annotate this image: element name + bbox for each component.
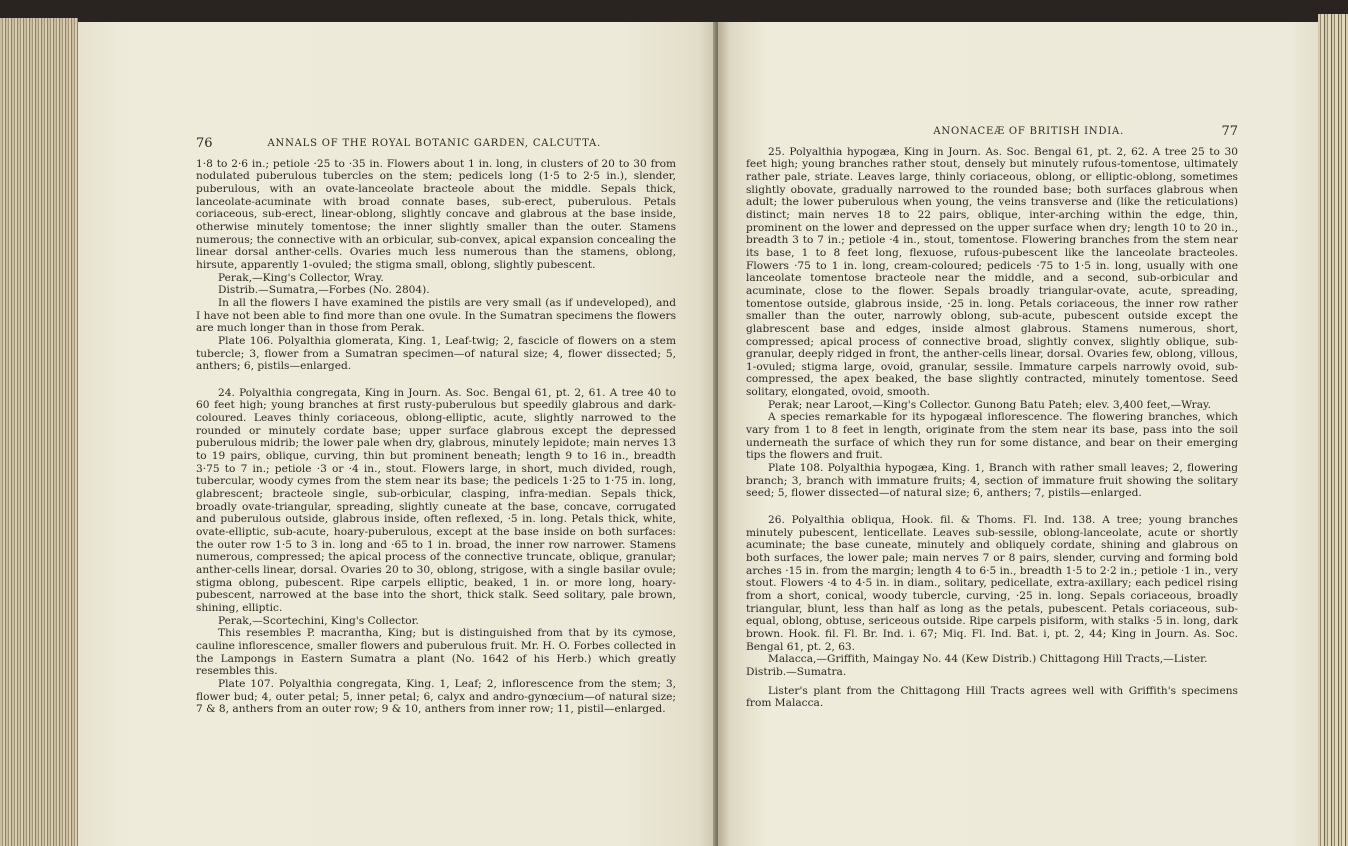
right-running-header	[746, 126, 1238, 139]
paragraph-plate-106: Plate 106. Polyalthia glomerata, King. 1, Leaf-twig; 2, fascicle of flowers on a stem tubercle; 3, flower from a Sumatran specimen—of natural size; 4, flower dissected; 5, anthers; 6, pistils—enlarged.	[196, 334, 676, 373]
paragraph-note: In all the flowers I have examined the pistils are very small (as if undeveloped), and I have not been able to find more than one ovule. In the Sumatran specimens the flowers are much longer than in those from Perak.	[196, 296, 676, 335]
paragraph-glomerata-description: 1·8 to 2·6 in.; petiole ·25 to ·35 in. Flowers about 1 in. long, in clusters of 20 to 30 from nodulated puberulous tubercles on the stem; pedicels long (1·5 to 2·5 in.), slender, puberulous, with an ovate-lanceolate bracteole about the middle. Sepals thick, lanceolate-acuminate with broad connate bases, sub-erect, puberulous. Petals coriaceous, sub-erect, linear-oblong, slightly concave and glabrous at the base inside, otherwise minutely tomentose; the inner slightly smaller than the outer. Stamens numerous; the connective with an orbicular, sub-convex, apical expansion concealing the linear dorsal anther-cells. Ovaries much less numerous than the stamens, oblong, hirsute, apparently 1-ovuled; the stigma small, oblong, slightly pubescent.	[196, 157, 676, 271]
paragraph-plate-107: Plate 107. Polyalthia congregata, King. 1, Leaf; 2, inflorescence from the stem; 3, flower bud; 4, outer petal; 5, inner petal; 6, calyx and andro-gynœcium—of natural size; 7 & 8, anthers from an outer row; 9 & 10, anthers from inner row; 11, pistil—enlarged.	[196, 677, 676, 716]
right-page	[718, 22, 1318, 846]
paragraph-locality: Perak,—Scortechini, King's Collector.	[218, 614, 419, 627]
scanner-background	[0, 0, 1348, 22]
left-page-edges	[0, 18, 78, 846]
section-gap	[196, 373, 676, 387]
paragraph-distribution: Distrib.—Sumatra.	[746, 665, 847, 678]
paragraph-note: Lister's plant from the Chittagong Hill Tracts agrees well with Griffith's specimens from Malacca.	[746, 684, 1238, 710]
paragraph-locality: Malacca,—Griffith, Maingay No. 44 (Kew Distrib.) Chittagong Hill Tracts,—Lister.	[768, 653, 1208, 666]
paragraph-note: This resembles P. macrantha, King; but is distinguished from that by its cymose, cauline inflorescence, smaller flowers and puberulous fruit. Mr. H. O. Forbes collected in the Lampongs in Eastern Sumatra a plant (No. 1642 of his Herb.) which greatly resembles this.	[196, 627, 676, 678]
paragraph-plate-108: Plate 108. Polyalthia hypogæa, King. 1, Branch with rather small leaves; 2, flowering branch; 3, branch with immature fruits; 4, section of immature fruit showing the solitary seed; 5, flower dissected—of natural size; 6, anthers; 7, pistils—enlarged.	[746, 462, 1238, 500]
section-gap	[746, 500, 1238, 514]
right-page-body	[746, 126, 1238, 710]
right-running-head-title: ANONACEÆ OF BRITISH INDIA.	[933, 126, 1125, 137]
paragraph-distribution: Distrib.—Sumatra,—Forbes (No. 2804).	[218, 284, 430, 297]
left-page-number: 76	[196, 136, 213, 151]
paragraph-locality: Perak; near Laroot,—King's Collector. Gunong Batu Pateh; elev. 3,400 feet,—Wray.	[768, 398, 1211, 411]
left-running-header	[196, 138, 676, 151]
paragraph-species-26: 26. Polyalthia obliqua, Hook. fil. & Thoms. Fl. Ind. 138. A tree; young branches minutely pubescent, lenticellate. Leaves sub-sessile, oblong-lanceolate, acute or shortly acuminate; the base cuneate, minutely and obliquely cordate, shining and glabrous on both surfaces, the lower pale; main nerves 7 or 8 pairs, slender, curving and forming bold arches ·15 in. from the margin; length 4 to 6·5 in., breadth 1·5 to 2·2 in.; petiole ·1 in., very stout. Flowers ·4 to 4·5 in. in diam., solitary, pedicellate, extra-axillary; each pedicel rising from a short, conical, woody tubercle, curving, ·25 in. long. Sepals coriaceous, broadly triangular, blunt, less than half as long as the petals, pubescent. Petals coriaceous, sub-equal, oblong, obtuse, sericeous outside. Ripe carpels pisiform, with stalks ·5 in. long, dark brown. Hook. fil. Fl. Br. Ind. i. 67; Miq. Fl. Ind. Bat. i, pt. 2, 44; King in Journ. As. Soc. Bengal 61, pt. 2, 63.	[746, 514, 1238, 653]
left-running-head-title: ANNALS OF THE ROYAL BOTANIC GARDEN, CALCUTTA.	[267, 138, 602, 149]
left-page	[78, 22, 718, 846]
right-page-number: 77	[1221, 124, 1238, 139]
paragraph-locality: Perak,—King's Collector, Wray.	[218, 271, 384, 284]
paragraph-note: A species remarkable for its hypogæal inflorescence. The flowering branches, which vary from 1 to 8 feet in length, originate from the stem near its base, pass into the soil underneath the surface of which they run for some distance, and bear on their emerging tips the flowers and fruit.	[746, 411, 1238, 462]
left-page-body	[196, 138, 676, 716]
right-page-edges	[1318, 14, 1348, 846]
paragraph-species-24: 24. Polyalthia congregata, King in Journ. As. Soc. Bengal 61, pt. 2, 61. A tree 40 to 60 feet high; young branches at first rusty-puberulous but speedily glabrous and dark-coloured. Leaves thinly coriaceous, oblong-elliptic, acute, slightly narrowed to the rounded or minutely cordate base; upper surface glabrous except the depressed puberulous midrib; the lower pale when dry, glabrous, minutely lepidote; main nerves 13 to 19 pairs, oblique, curving, thin but prominent beneath; length 9 to 16 in., breadth 3·75 to 7 in.; petiole ·3 or ·4 in., stout. Flowers large, in short, much divided, rough, tubercular, woody cymes from the stem near its base; the pedicels 1·25 to 1·75 in. long, glabrescent; bracteole single, sub-orbicular, clasping, infra-median. Sepals thick, broadly ovate-triangular, spreading, slightly cuneate at the base, concave, corrugated and puberulous outside, glabrous inside, often reflexed, ·5 in. long. Petals thick, white, ovate-elliptic, sub-acute, hoary-puberulous, except at the base inside on both surfaces: the outer row 1·5 to 3 in. long and ·65 to 1 in. broad, the inner row narrower. Stamens numerous, compressed; the apical process of the connective truncate, oblique, granular; anther-cells linear, dorsal. Ovaries 20 to 30, oblong, strigose, with a single basilar ovule; stigma oblong, pubescent. Ripe carpels elliptic, beaked, 1 in. or more long, hoary-pubescent, narrowed at the base into the short, thick stalk. Seed solitary, pale brown, shining, elliptic.	[196, 386, 676, 614]
paragraph-species-25: 25. Polyalthia hypogæa, King in Journ. As. Soc. Bengal 61, pt. 2, 62. A tree 25 to 30 feet high; young branches rather stout, densely but minutely rufous-tomentose, ultimately rather pale, striate. Leaves large, thinly coriaceous, oblong, or elliptic-oblong, sometimes slightly obovate, gradually narrowed to the rounded base; both surfaces glabrous when adult; the lower puberulous when young, the veins transverse and (like the reticulations) distinct; main nerves 18 to 22 pairs, oblique, inter-arching within the edge, thin, prominent on the lower and depressed on the upper surface when dry; length 10 to 20 in., breadth 3 to 7 in.; petiole ·4 in., stout, tomentose. Flowering branches from the stem near its base, 1 to 8 feet long, flexuose, rufous-pubescent like the lanceolate bracteoles. Flowers ·75 to 1 in. long, cream-coloured; pedicels ·75 to 1·5 in. long, usually with one lanceolate tomentose bracteole near the middle, and a second, sub-orbicular and acuminate, close to the flower. Sepals broadly triangular-ovate, acute, spreading, tomentose outside, glabrous inside, ·25 in. long. Petals coriaceous, the inner row rather smaller than the outer, narrowly oblong, sub-acute, pubescent outside except the glabrescent base and edges, inside almost glabrous. Stamens numerous, short, compressed; apical process of connective broad, slightly convex, slightly oblique, sub-granular, deeply ridged in front, the anther-cells linear, dorsal. Ovaries few, oblong, villous, 1-ovuled; stigma large, ovoid, granular, sessile. Immature carpels narrowly ovoid, sub-compressed, the apex beaked, the base slightly contracted, minutely tomentose. Seed solitary, elongated, ovoid, smooth.	[746, 145, 1238, 399]
